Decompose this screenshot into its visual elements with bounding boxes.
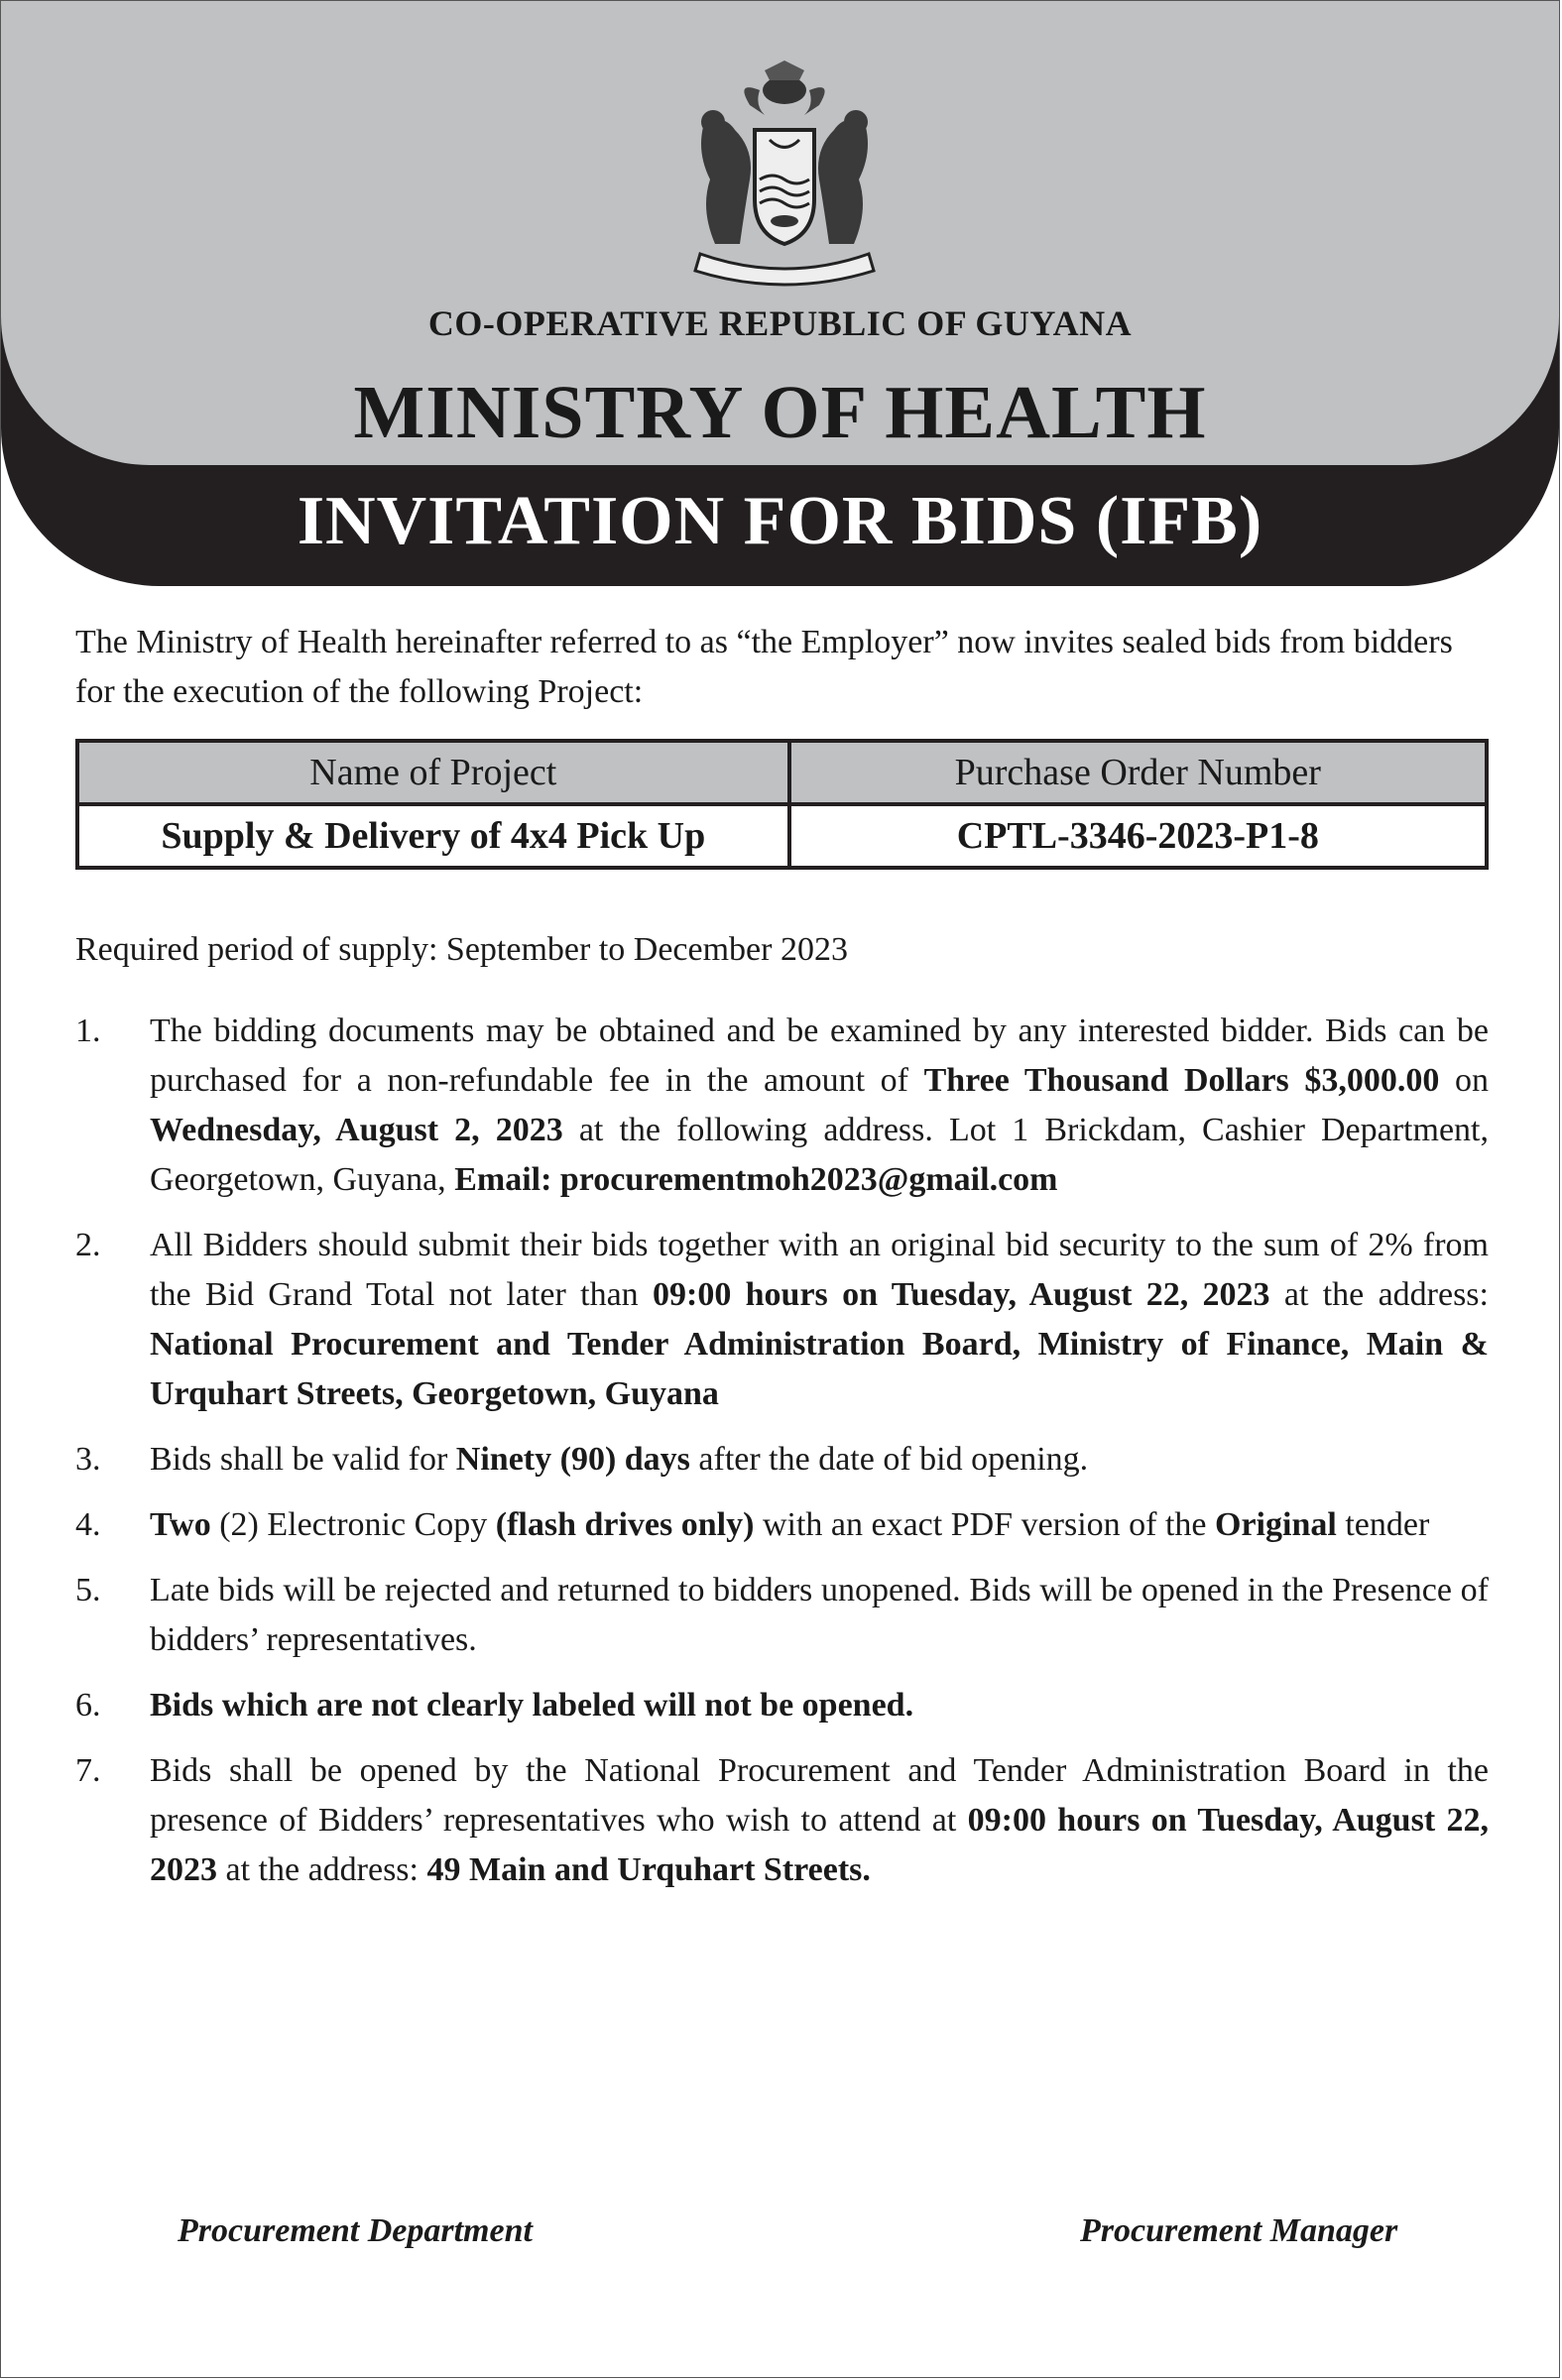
- list-item-text: Email: procurementmoh2023@gmail.com: [454, 1161, 1058, 1198]
- list-item-number: 4.: [75, 1506, 101, 1543]
- project-table: [75, 739, 1489, 870]
- table-row: [77, 804, 1487, 868]
- list-item-text: 49 Main and Urquhart Streets.: [426, 1851, 871, 1888]
- list-item-text: at the following address. Lot 1 Brickdam, Cashier Department, Georgetown, Guyana,: [150, 1112, 1489, 1198]
- list-item-text: National Procurement and Tender Administration Board, Ministry of Finance, Main & Urquhart Streets, Georgetown, Guyana: [150, 1326, 1489, 1412]
- list-item-number: 2.: [75, 1227, 101, 1263]
- list-item-text: All Bidders should submit their bids together with an original bid security to the sum of 2% from the Bid Grand Total not later than: [150, 1227, 1489, 1313]
- list-item-text: after the date of bid opening.: [689, 1441, 1089, 1478]
- list-item-text: with an exact PDF version of the: [754, 1506, 1216, 1543]
- list-item-text: 09:00 hours on Tuesday, August 22, 2023: [653, 1276, 1270, 1313]
- list-item-number: 7.: [75, 1752, 101, 1789]
- conditions-list: [75, 1007, 1489, 1895]
- list-item-number: 3.: [75, 1441, 101, 1478]
- list-item: [75, 1007, 1489, 1205]
- list-item-number: 1.: [75, 1012, 101, 1049]
- list-item-text: tender: [1336, 1506, 1430, 1543]
- list-item: [75, 1435, 1489, 1485]
- list-item-text: on: [1439, 1062, 1490, 1099]
- list-item-text: (2) Electronic Copy: [210, 1506, 496, 1543]
- list-item: [75, 1566, 1489, 1665]
- list-item-text: The bidding documents may be obtained and be examined by any interested bidder. Bids can be purchased for a non-refundable fee in the amount of: [150, 1012, 1489, 1099]
- list-item-text: 09:00 hours on Tuesday, August 22, 2023: [150, 1802, 1489, 1888]
- supply-period: Required period of supply: September to December 2023: [75, 931, 848, 968]
- list-item-text: Ninety (90) days: [455, 1441, 690, 1478]
- table-header-po: Purchase Order Number: [789, 741, 1487, 804]
- list-item-text: Two: [150, 1506, 211, 1543]
- signature-right: Procurement Manager: [1080, 2212, 1398, 2249]
- list-item-text: Bids shall be valid for: [150, 1441, 456, 1478]
- list-item: [75, 1221, 1489, 1419]
- po-number-cell: CPTL-3346-2023-P1-8: [789, 804, 1487, 868]
- ministry-title: MINISTRY OF HEALTH: [353, 371, 1207, 454]
- list-item-text: Bids which are not clearly labeled will not be opened.: [150, 1687, 914, 1724]
- list-item: [75, 1681, 1489, 1730]
- table-header-project: Name of Project: [77, 741, 789, 804]
- list-item-text: (flash drives only): [495, 1506, 755, 1543]
- list-item-text: at the address:: [217, 1851, 427, 1888]
- notice-body: [75, 618, 1489, 1911]
- coat-of-arms-icon: [665, 60, 903, 298]
- table-header-row: [77, 741, 1487, 804]
- project-name-cell: Supply & Delivery of 4x4 Pick Up: [77, 804, 789, 868]
- country-name: CO-OPERATIVE REPUBLIC OF GUYANA: [427, 303, 1133, 343]
- list-item-text: Three Thousand Dollars $3,000.00: [923, 1062, 1440, 1099]
- intro-paragraph: The Ministry of Health hereinafter referred to as “the Employer” now invites sealed bids from bidders for the execution of the following Project:: [75, 624, 1453, 710]
- list-item: [75, 1500, 1489, 1550]
- list-item-text: Wednesday, August 2, 2023: [150, 1112, 563, 1148]
- list-item-text: Late bids will be rejected and returned to bidders unopened. Bids will be opened in the Presence of bidders’ representatives.: [150, 1572, 1489, 1658]
- list-item-number: 6.: [75, 1687, 101, 1724]
- list-item: [75, 1746, 1489, 1895]
- list-item-text: Bids shall be opened by the National Procurement and Tender Administration Board in the presence of Bidders’ representatives who wish to attend at: [150, 1752, 1489, 1839]
- notice-title: INVITATION FOR BIDS (IFB): [297, 483, 1263, 559]
- signature-left: Procurement Department: [178, 2212, 533, 2249]
- list-item-text: Original: [1215, 1506, 1337, 1543]
- list-item-text: at the address:: [1269, 1276, 1489, 1313]
- list-item-number: 5.: [75, 1572, 101, 1608]
